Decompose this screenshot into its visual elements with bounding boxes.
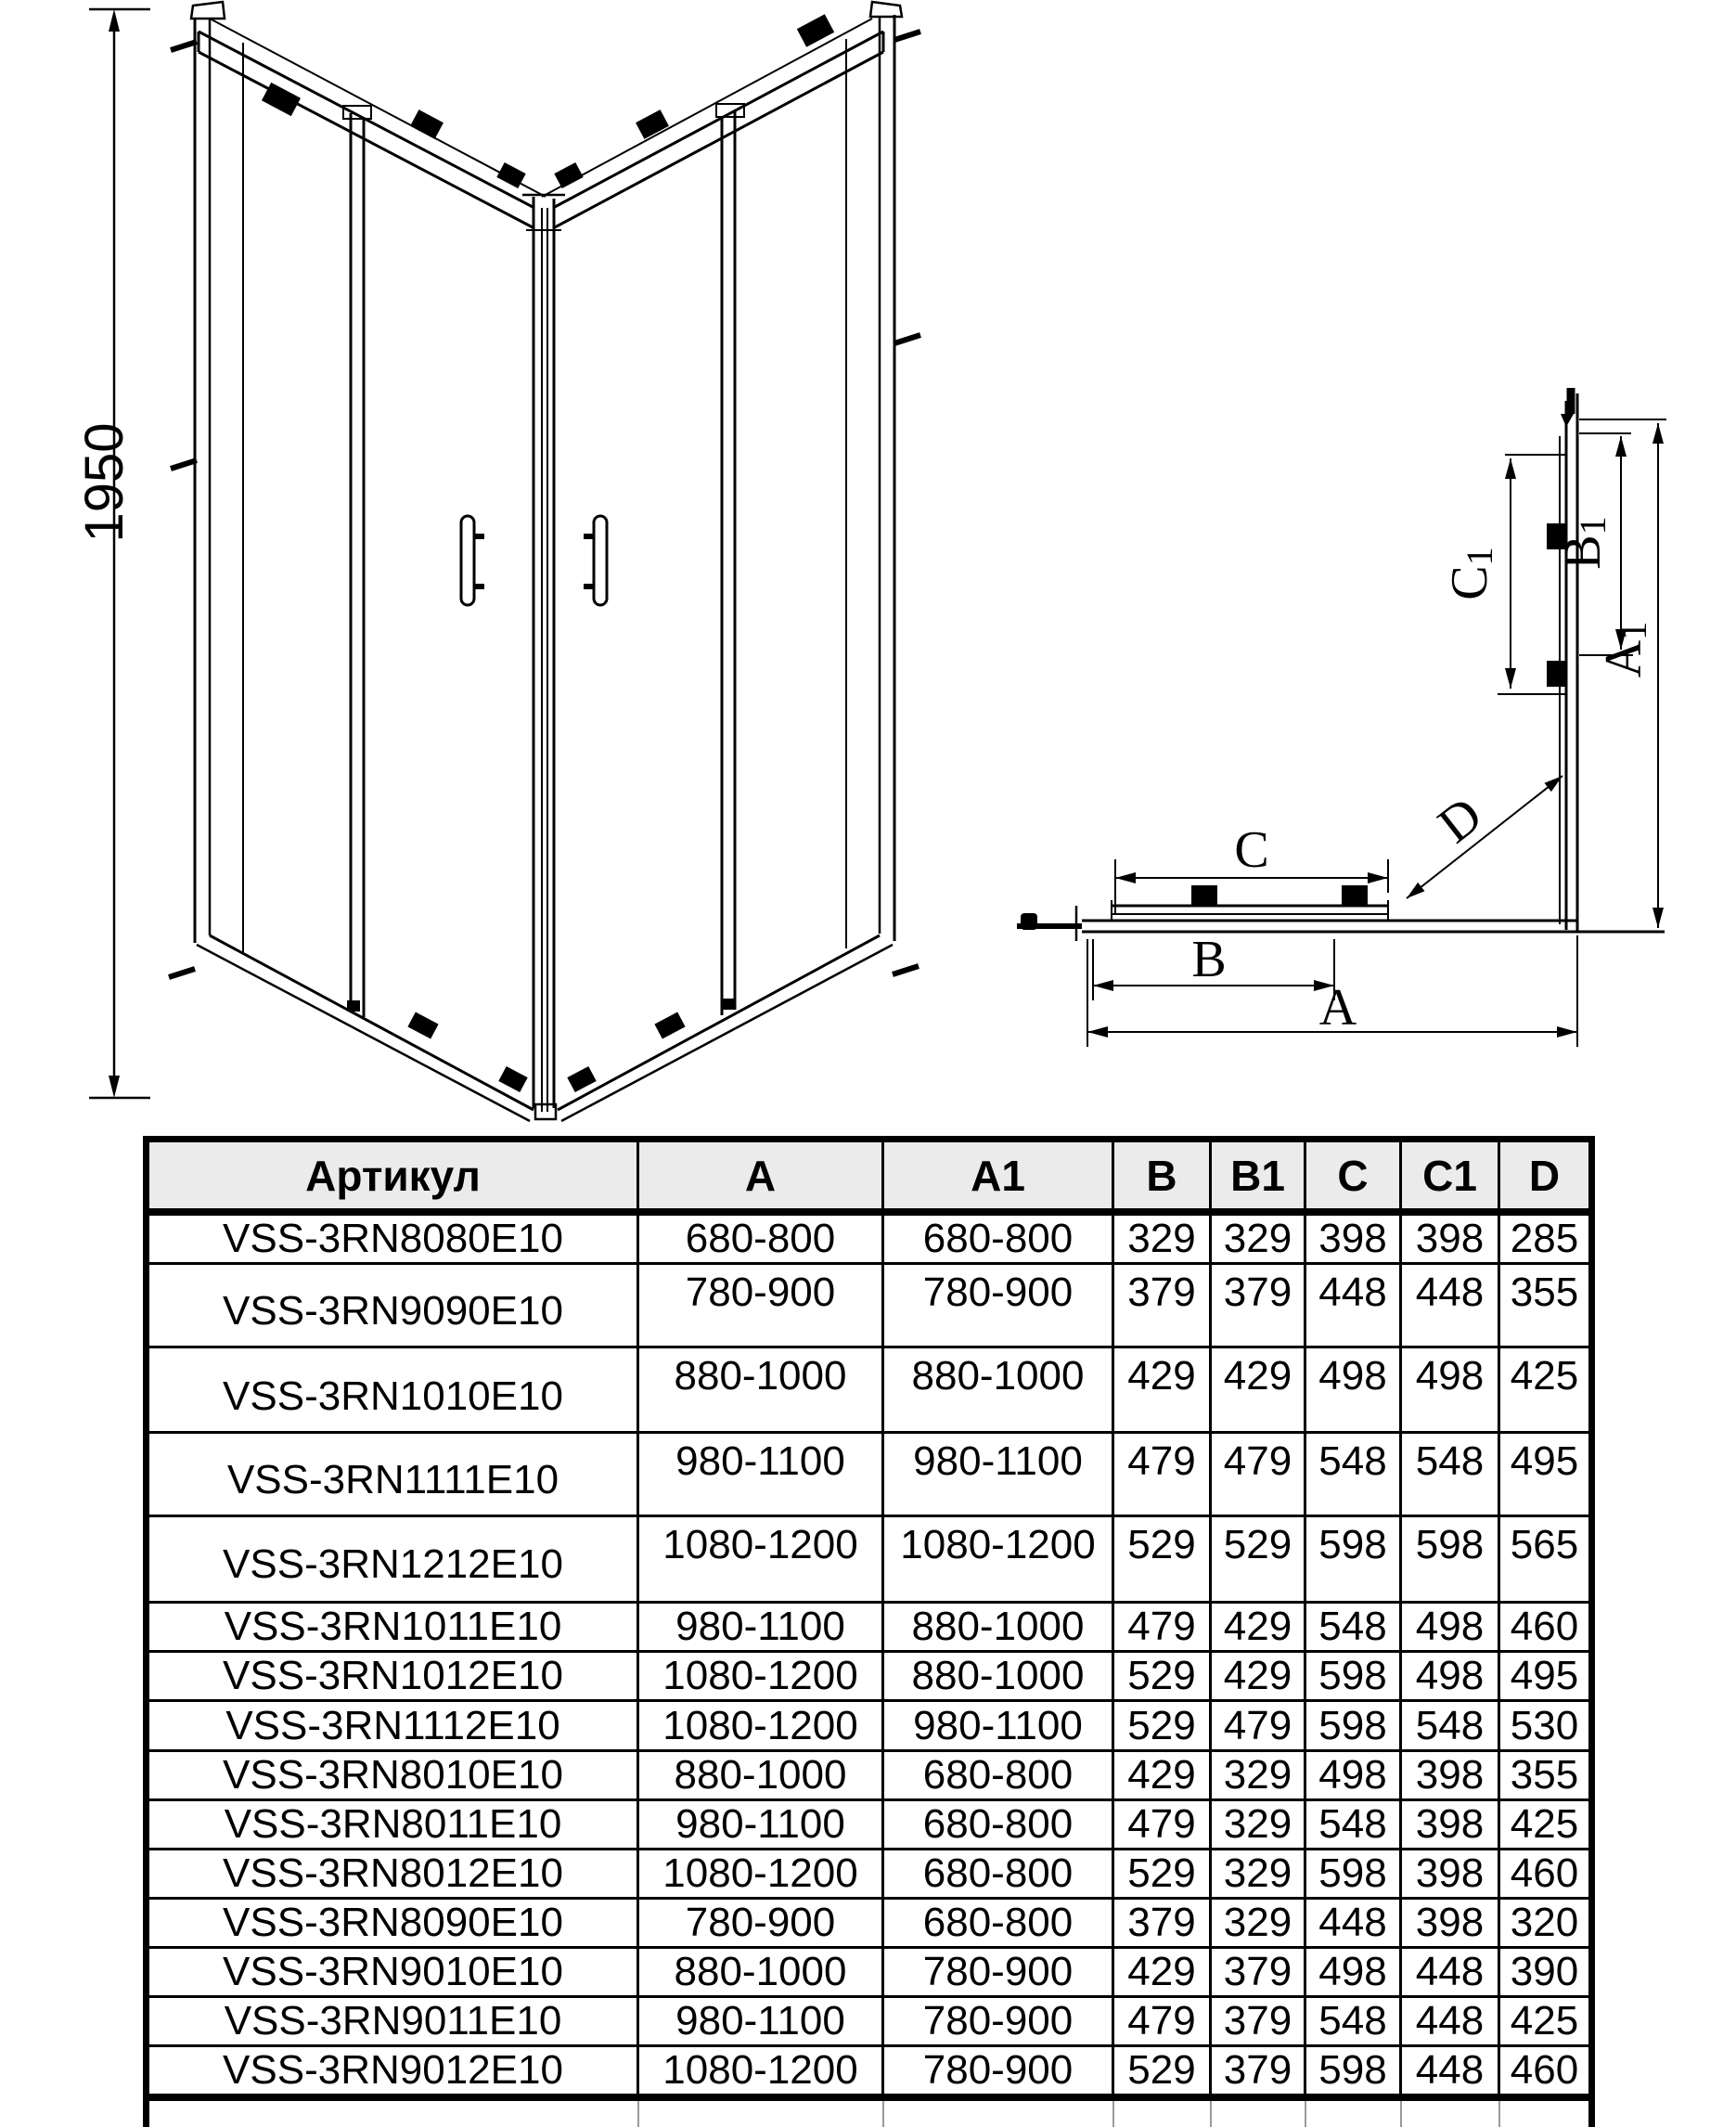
cell-article: VSS-3RN8080E10 — [147, 1212, 638, 1264]
table-row: VSS-3RN1012E10 1080-1200 880-1000 529 429 598 498 495 — [147, 1652, 1592, 1701]
table-row: VSS-3RN8010E10 880-1000 680-800 429 329 498 398 355 — [147, 1751, 1592, 1800]
col-header-b: B — [1113, 1140, 1211, 1213]
plan-lines — [1017, 388, 1666, 1047]
table-row: VSS-3RN8012E10 1080-1200 680-800 529 329 598 398 460 — [147, 1850, 1592, 1899]
cell-article: VSS-3RN1212E10 — [147, 1516, 638, 1603]
col-header-d: D — [1499, 1140, 1592, 1213]
cell-article: VSS-3RN8010E10 — [147, 1751, 638, 1800]
table-row: VSS-3RN9012E10 1080-1200 780-900 529 379 598 448 460 — [147, 2046, 1592, 2098]
cell-article: VSS-3RN8012E10 — [147, 1850, 638, 1899]
cell-article: VSS-3RN1111E10 — [147, 1433, 638, 1516]
table-row: VSS-3RN9011E10 980-1100 780-900 479 379 548 448 425 — [147, 1997, 1592, 2046]
roller-block — [1342, 885, 1368, 906]
door-stile-left — [343, 106, 371, 1017]
cell-article: VSS-3RN9011E10 — [147, 1997, 638, 2046]
cell-article: VSS-3RN1112E10 — [147, 1701, 638, 1751]
cell-article: VSS-3RN9010E10 — [147, 1948, 638, 1997]
wall-bracket-icon — [171, 460, 197, 469]
right-wall-cap — [870, 2, 902, 17]
spec-table — [143, 1136, 1595, 2127]
spec-table-header — [147, 1140, 1592, 1213]
label-C1: C1 — [1441, 547, 1500, 600]
cell-article: VSS-3RN1011E10 — [147, 1603, 638, 1652]
wall-bracket-icon — [893, 966, 919, 974]
cell-article: VSS-3RN1010E10 — [147, 1347, 638, 1433]
label-A1: A1 — [1595, 621, 1654, 678]
table-row: VSS-3RN8011E10 980-1100 680-800 479 329 548 398 425 — [147, 1800, 1592, 1850]
top-rail-left — [199, 19, 546, 228]
col-header-a1: A1 — [883, 1140, 1113, 1213]
height-dimension-label: 1950 — [74, 422, 135, 543]
table-row: VSS-3RN1112E10 1080-1200 980-1100 529 479 598 548 530 — [147, 1701, 1592, 1751]
dim-C1 — [1498, 455, 1566, 694]
col-header-article: Артикул — [147, 1140, 638, 1213]
door-stile-right — [716, 104, 744, 1015]
roller-block — [1547, 661, 1567, 687]
wall-bracket-icon — [169, 969, 195, 977]
wall-bracket-icon — [894, 335, 920, 343]
door-handle-left — [461, 516, 484, 605]
label-A: A — [1318, 979, 1357, 1037]
label-B1: B1 — [1554, 516, 1614, 570]
roller-block — [1191, 885, 1217, 906]
cell-article: VSS-3RN9090E10 — [147, 1264, 638, 1347]
wall-bracket-icon — [894, 32, 920, 40]
corner-post — [522, 195, 565, 1119]
arrow-down-icon — [109, 1076, 120, 1098]
table-row: VSS-3RN8090E10 780-900 680-800 379 329 448 398 320 — [147, 1899, 1592, 1948]
top-rail-right — [542, 19, 883, 228]
label-B: B — [1191, 931, 1227, 988]
table-row: VSS-3RN8080E10 680-800 680-800 329 329 398 398 285 — [147, 1212, 1592, 1264]
cell-article: VSS-3RN1012E10 — [147, 1652, 638, 1701]
table-row: VSS-3RN1010E10 880-1000 880-1000 429 429 498 498 425 — [147, 1347, 1592, 1433]
end-cap — [1021, 913, 1037, 930]
plan-drawing — [974, 353, 1736, 1058]
table-partial-row — [147, 2097, 1592, 2127]
table-row: VSS-3RN9090E10 780-900 780-900 379 379 448 448 355 — [147, 1264, 1592, 1347]
cell-article: VSS-3RN9012E10 — [147, 2046, 638, 2098]
left-wall-cap — [191, 2, 225, 19]
isometric-drawing — [0, 0, 974, 1143]
height-dimension — [89, 9, 150, 1098]
col-header-c1: C1 — [1401, 1140, 1499, 1213]
table-row: VSS-3RN1011E10 980-1100 880-1000 479 429 548 498 460 — [147, 1603, 1592, 1652]
label-C: C — [1234, 821, 1269, 879]
header-row — [147, 1140, 1592, 1213]
iso-lines — [89, 2, 920, 1121]
col-header-a: A — [638, 1140, 883, 1213]
cell-article: VSS-3RN8011E10 — [147, 1800, 638, 1850]
arrow-up-icon — [109, 9, 120, 32]
door-handle-right — [584, 516, 607, 605]
table-row: VSS-3RN1111E10 980-1100 980-1100 479 479 548 548 495 — [147, 1433, 1592, 1516]
table-row: VSS-3RN9010E10 880-1000 780-900 429 379 498 448 390 — [147, 1948, 1592, 1997]
label-D: D — [1427, 785, 1493, 855]
col-header-b1: B1 — [1211, 1140, 1305, 1213]
table-row: VSS-3RN1212E10 1080-1200 1080-1200 529 529 598 598 565 — [147, 1516, 1592, 1603]
cell-article: VSS-3RN8090E10 — [147, 1899, 638, 1948]
wall-bracket-icon — [171, 42, 197, 50]
col-header-c: C — [1305, 1140, 1401, 1213]
